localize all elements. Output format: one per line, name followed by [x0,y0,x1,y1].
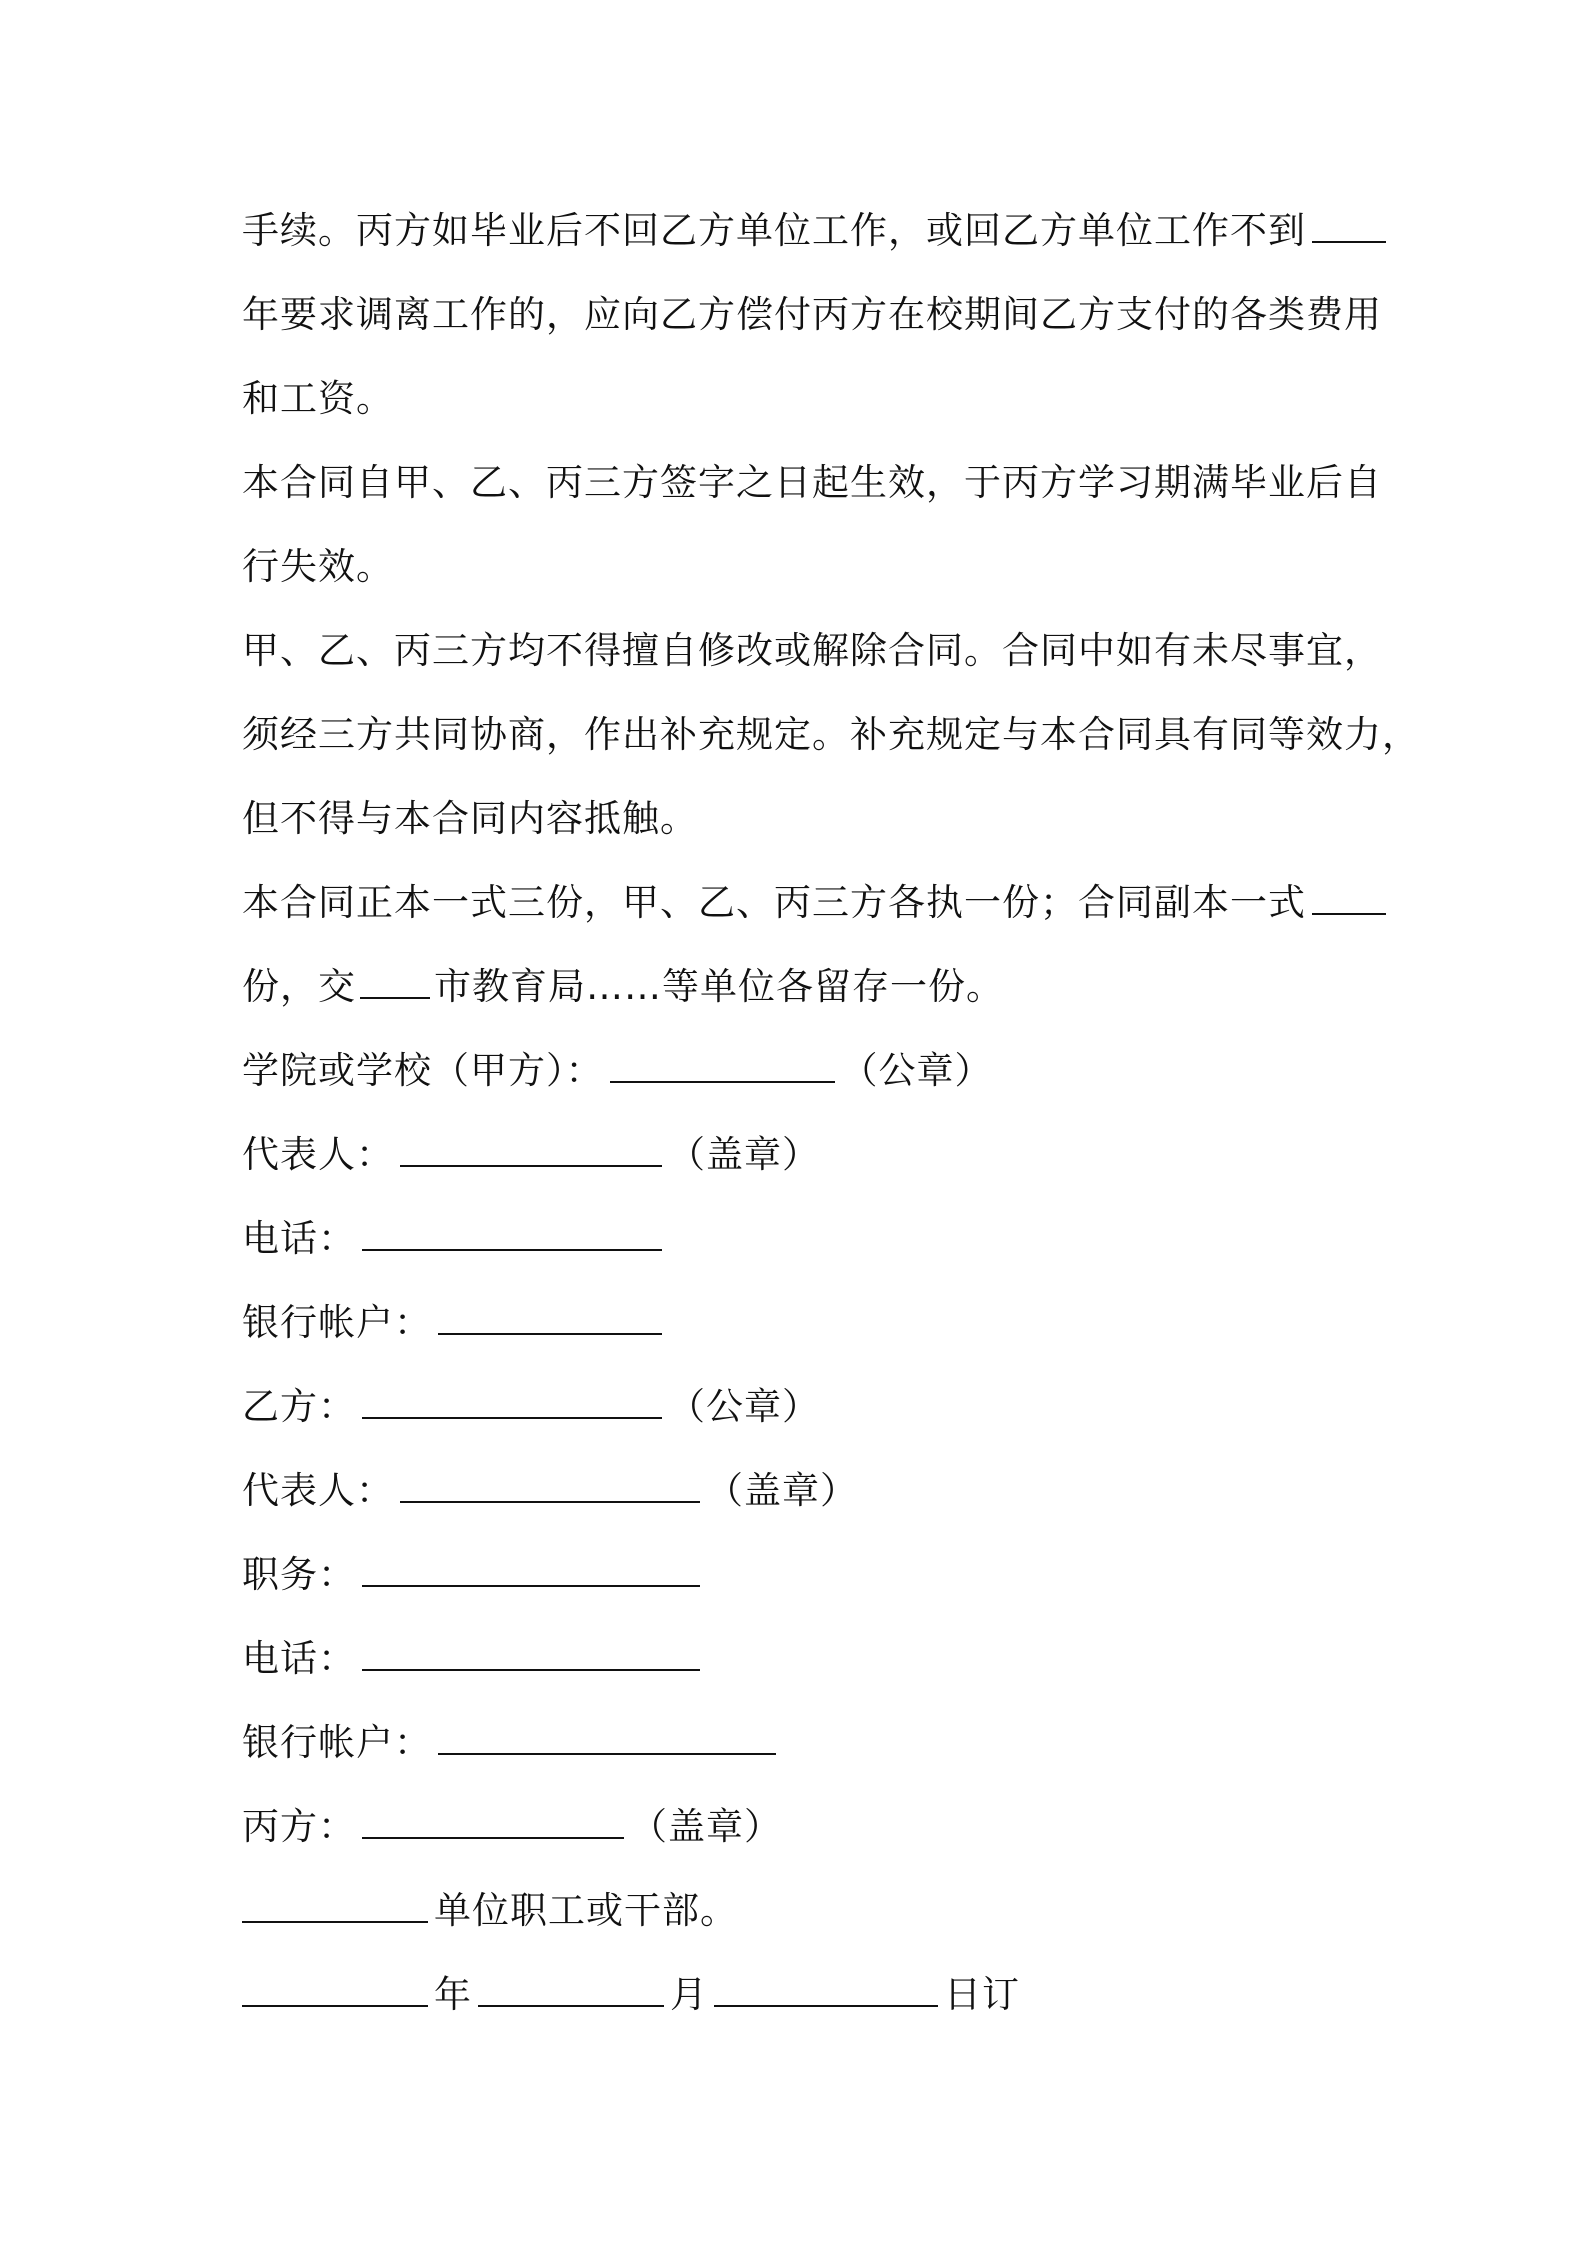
year-blank [242,1969,428,2007]
party-b-bank-blank [438,1717,776,1755]
paragraph-line: 本合同自甲、乙、丙三方签字之日起生效，于丙方学习期满毕业后自 [242,461,1382,504]
paragraph-line: 行失效。 [242,545,394,588]
year-label: 年 [434,1973,472,2016]
party-c-unit-blank [242,1885,428,1923]
party-b-rep-line [242,1465,1372,1517]
paragraph-text: 市教育局……等单位各留存一份。 [434,965,1004,1008]
party-b-phone-label: 电话： [242,1637,356,1680]
paragraph-line [242,877,1372,929]
party-b-rep-suffix: （盖章） [706,1469,858,1512]
party-b-title-blank [362,1549,700,1587]
fill-blank [1312,877,1386,915]
fill-blank [360,961,430,999]
paragraph-line: 年要求调离工作的，应向乙方偿付丙方在校期间乙方支付的各类费用 [242,293,1382,336]
fill-blank [1312,205,1386,243]
party-a-label: 学院或学校（甲方）： [242,1049,604,1092]
party-b-suffix: （公章） [668,1385,820,1428]
party-a-rep-label: 代表人： [242,1133,394,1176]
party-c-suffix: （盖章） [630,1805,782,1848]
party-a-phone-line [242,1213,1372,1265]
party-b-bank-label: 银行帐户： [242,1721,432,1764]
party-b-title-line [242,1549,1372,1601]
paragraph-line: 但不得与本合同内容抵触。 [242,797,698,840]
party-b-line [242,1381,1372,1433]
party-a-rep-blank [400,1129,662,1167]
party-a-rep-suffix: （盖章） [668,1133,820,1176]
party-c-unit-suffix: 单位职工或干部。 [434,1889,738,1932]
party-b-rep-label: 代表人： [242,1469,394,1512]
party-b-title-label: 职务： [242,1553,356,1596]
paragraph-text: 手续。丙方如毕业后不回乙方单位工作，或回乙方单位工作不到 [242,209,1306,252]
party-a-blank [610,1045,835,1083]
party-a-phone-label: 电话： [242,1217,356,1260]
day-blank [714,1969,938,2007]
party-a-bank-blank [438,1297,662,1335]
paragraph-line [242,205,1372,257]
party-c-line [242,1801,1372,1853]
party-c-label: 丙方： [242,1805,356,1848]
party-b-bank-line [242,1717,1372,1769]
party-a-suffix: （公章） [840,1049,993,1092]
party-c-blank [362,1801,624,1839]
paragraph-line: 甲、乙、丙三方均不得擅自修改或解除合同。合同中如有未尽事宜， [242,629,1382,672]
party-a-line [242,1045,1372,1097]
party-b-phone-line [242,1633,1372,1685]
paragraph-line: 须经三方共同协商，作出补充规定。补充规定与本合同具有同等效力， [242,713,1420,756]
paragraph-line [242,961,1372,1013]
date-line [242,1969,1372,2021]
month-label: 月 [670,1973,708,2016]
party-b-rep-blank [400,1465,700,1503]
paragraph-text: 本合同正本一式三份，甲、乙、丙三方各执一份；合同副本一式 [242,881,1306,924]
party-a-rep-line [242,1129,1372,1181]
paragraph-text: 份，交 [242,965,356,1008]
party-b-blank [362,1381,662,1419]
party-a-bank-line [242,1297,1372,1349]
party-b-phone-blank [362,1633,700,1671]
day-label: 日订 [944,1973,1020,2016]
party-a-bank-label: 银行帐户： [242,1301,432,1344]
party-c-unit-line [242,1885,1372,1937]
paragraph-line: 和工资。 [242,377,394,420]
party-b-label: 乙方： [242,1385,356,1428]
month-blank [478,1969,664,2007]
party-a-phone-blank [362,1213,662,1251]
